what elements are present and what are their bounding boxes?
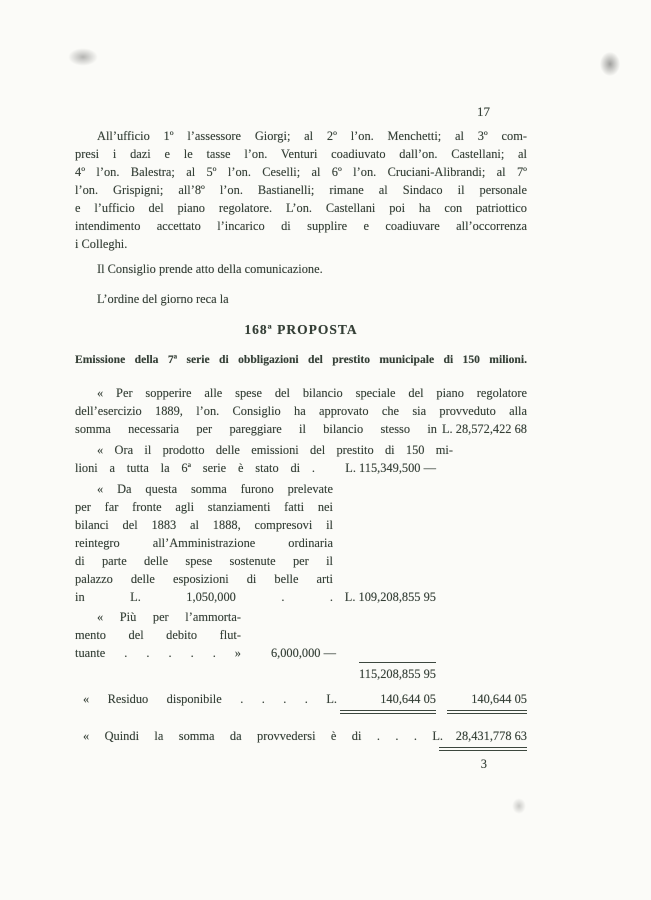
text-line: intendimento accettato l’incarico di supplire e coadiuvare all’occorrenza — [75, 219, 527, 233]
amount-line — [75, 420, 527, 438]
text-line: i Colleghi. — [75, 237, 128, 251]
text-line: palazzo delle esposizioni di belle arti — [75, 572, 333, 586]
text-line: presi i dazi e le tasse l’on. Venturi coadiuvato dall’on. Castellani; al — [75, 147, 527, 161]
amount-series-total: L. 115,349,500 — — [345, 461, 436, 475]
amount-floating-debt: 6,000,000 — — [270, 646, 336, 660]
text-line: somma necessaria per pareggiare il bilancio stesso in — [75, 422, 437, 436]
text-line: in L. 1,050,000 . . — [75, 590, 333, 604]
text-line: di parte delle spese sostenute per il — [75, 554, 333, 568]
signature-number: 3 — [480, 757, 487, 771]
double-rule — [439, 747, 527, 751]
residuo-label: « Residuo disponibile . . . . L. — [83, 692, 337, 706]
text-line: All’ufficio 1º l’assessore Giorgi; al 2º l’on. Menchetti; al 3º com- — [97, 129, 527, 143]
accounting-paragraph-deductions — [75, 480, 527, 606]
page-number: 17 — [477, 104, 490, 119]
text-line: per far fronte agli stanziamenti fatti nei — [75, 500, 333, 514]
paragraph-council-acknowledgement: Il Consiglio prende atto della comunicazione. — [97, 262, 323, 276]
residuo-amount-2: 140,644 05 — [471, 692, 527, 706]
text-line: « Da questa somma furono prelevate — [97, 482, 333, 496]
text-line: « Più per l’ammorta- — [97, 610, 241, 624]
paragraph-order-of-day: L’ordine del giorno reca la — [97, 292, 229, 306]
residuo-amount-1: 140,644 05 — [380, 692, 436, 706]
quindi-label: « Quindi la somma da provvedersi è di . . . L. — [83, 729, 443, 743]
accounting-paragraph-issues — [75, 441, 527, 477]
double-rule — [340, 710, 436, 714]
text-line: 4º l’on. Balestra; al 5º l’on. Ceselli; al 6º l’on. Cruciani-Alibrandi; al 7º — [75, 165, 527, 179]
amount-line — [75, 459, 527, 477]
proposal-heading: 168ª PROPOSTA — [244, 322, 358, 337]
text-line: « Ora il prodotto delle emissioni del prestito di 150 mi- — [97, 443, 453, 457]
text-line: l’on. Grispigni; all’8º l’on. Bastianelli; rimane al Sindaco il personale — [75, 183, 527, 197]
text-line: e l’ufficio del piano regolatore. L’on. Castellani poi ha con patriottico — [75, 201, 527, 215]
amount-total-needed: L. 28,572,422 68 — [441, 422, 527, 436]
text-line: dell’esercizio 1889, l’on. Consiglio ha approvato che sia provveduto alla — [75, 404, 527, 418]
quindi-row — [75, 727, 527, 745]
text-line: tuante . . . . . » — [75, 646, 241, 660]
double-rule-row — [75, 708, 527, 720]
quindi-amount: 28,431,778 63 — [455, 729, 527, 743]
text-line: bilanci del 1883 al 1888, compresovi il — [75, 518, 333, 532]
proposal-subject: Emissione della 7ª serie di obbligazioni del prestito municipale di 150 milioni. — [75, 353, 527, 366]
scan-artifact — [512, 798, 526, 814]
text-line: lioni a tutta la 6ª serie è stato di . — [75, 461, 315, 475]
paragraph-committee-assignments — [75, 127, 527, 253]
accounting-paragraph-provision — [75, 384, 527, 438]
amount-line — [75, 644, 527, 662]
final-rule-row — [75, 745, 527, 755]
double-rule — [447, 710, 527, 714]
amount-line — [75, 588, 527, 606]
subtotal-row — [75, 662, 527, 682]
residuo-row — [75, 690, 527, 708]
amount-withdrawn: L. 109,208,855 95 — [344, 590, 436, 604]
text-line: reintegro all’Amministrazione ordinaria — [75, 536, 333, 550]
accounting-paragraph-amortization — [75, 608, 527, 662]
subtotal-amount: 115,208,855 95 — [359, 662, 436, 682]
text-line: mento del debito flut- — [75, 628, 241, 642]
text-line: « Per sopperire alle spese del bilancio speciale del piano regolatore — [97, 386, 527, 400]
text-line — [75, 441, 527, 459]
